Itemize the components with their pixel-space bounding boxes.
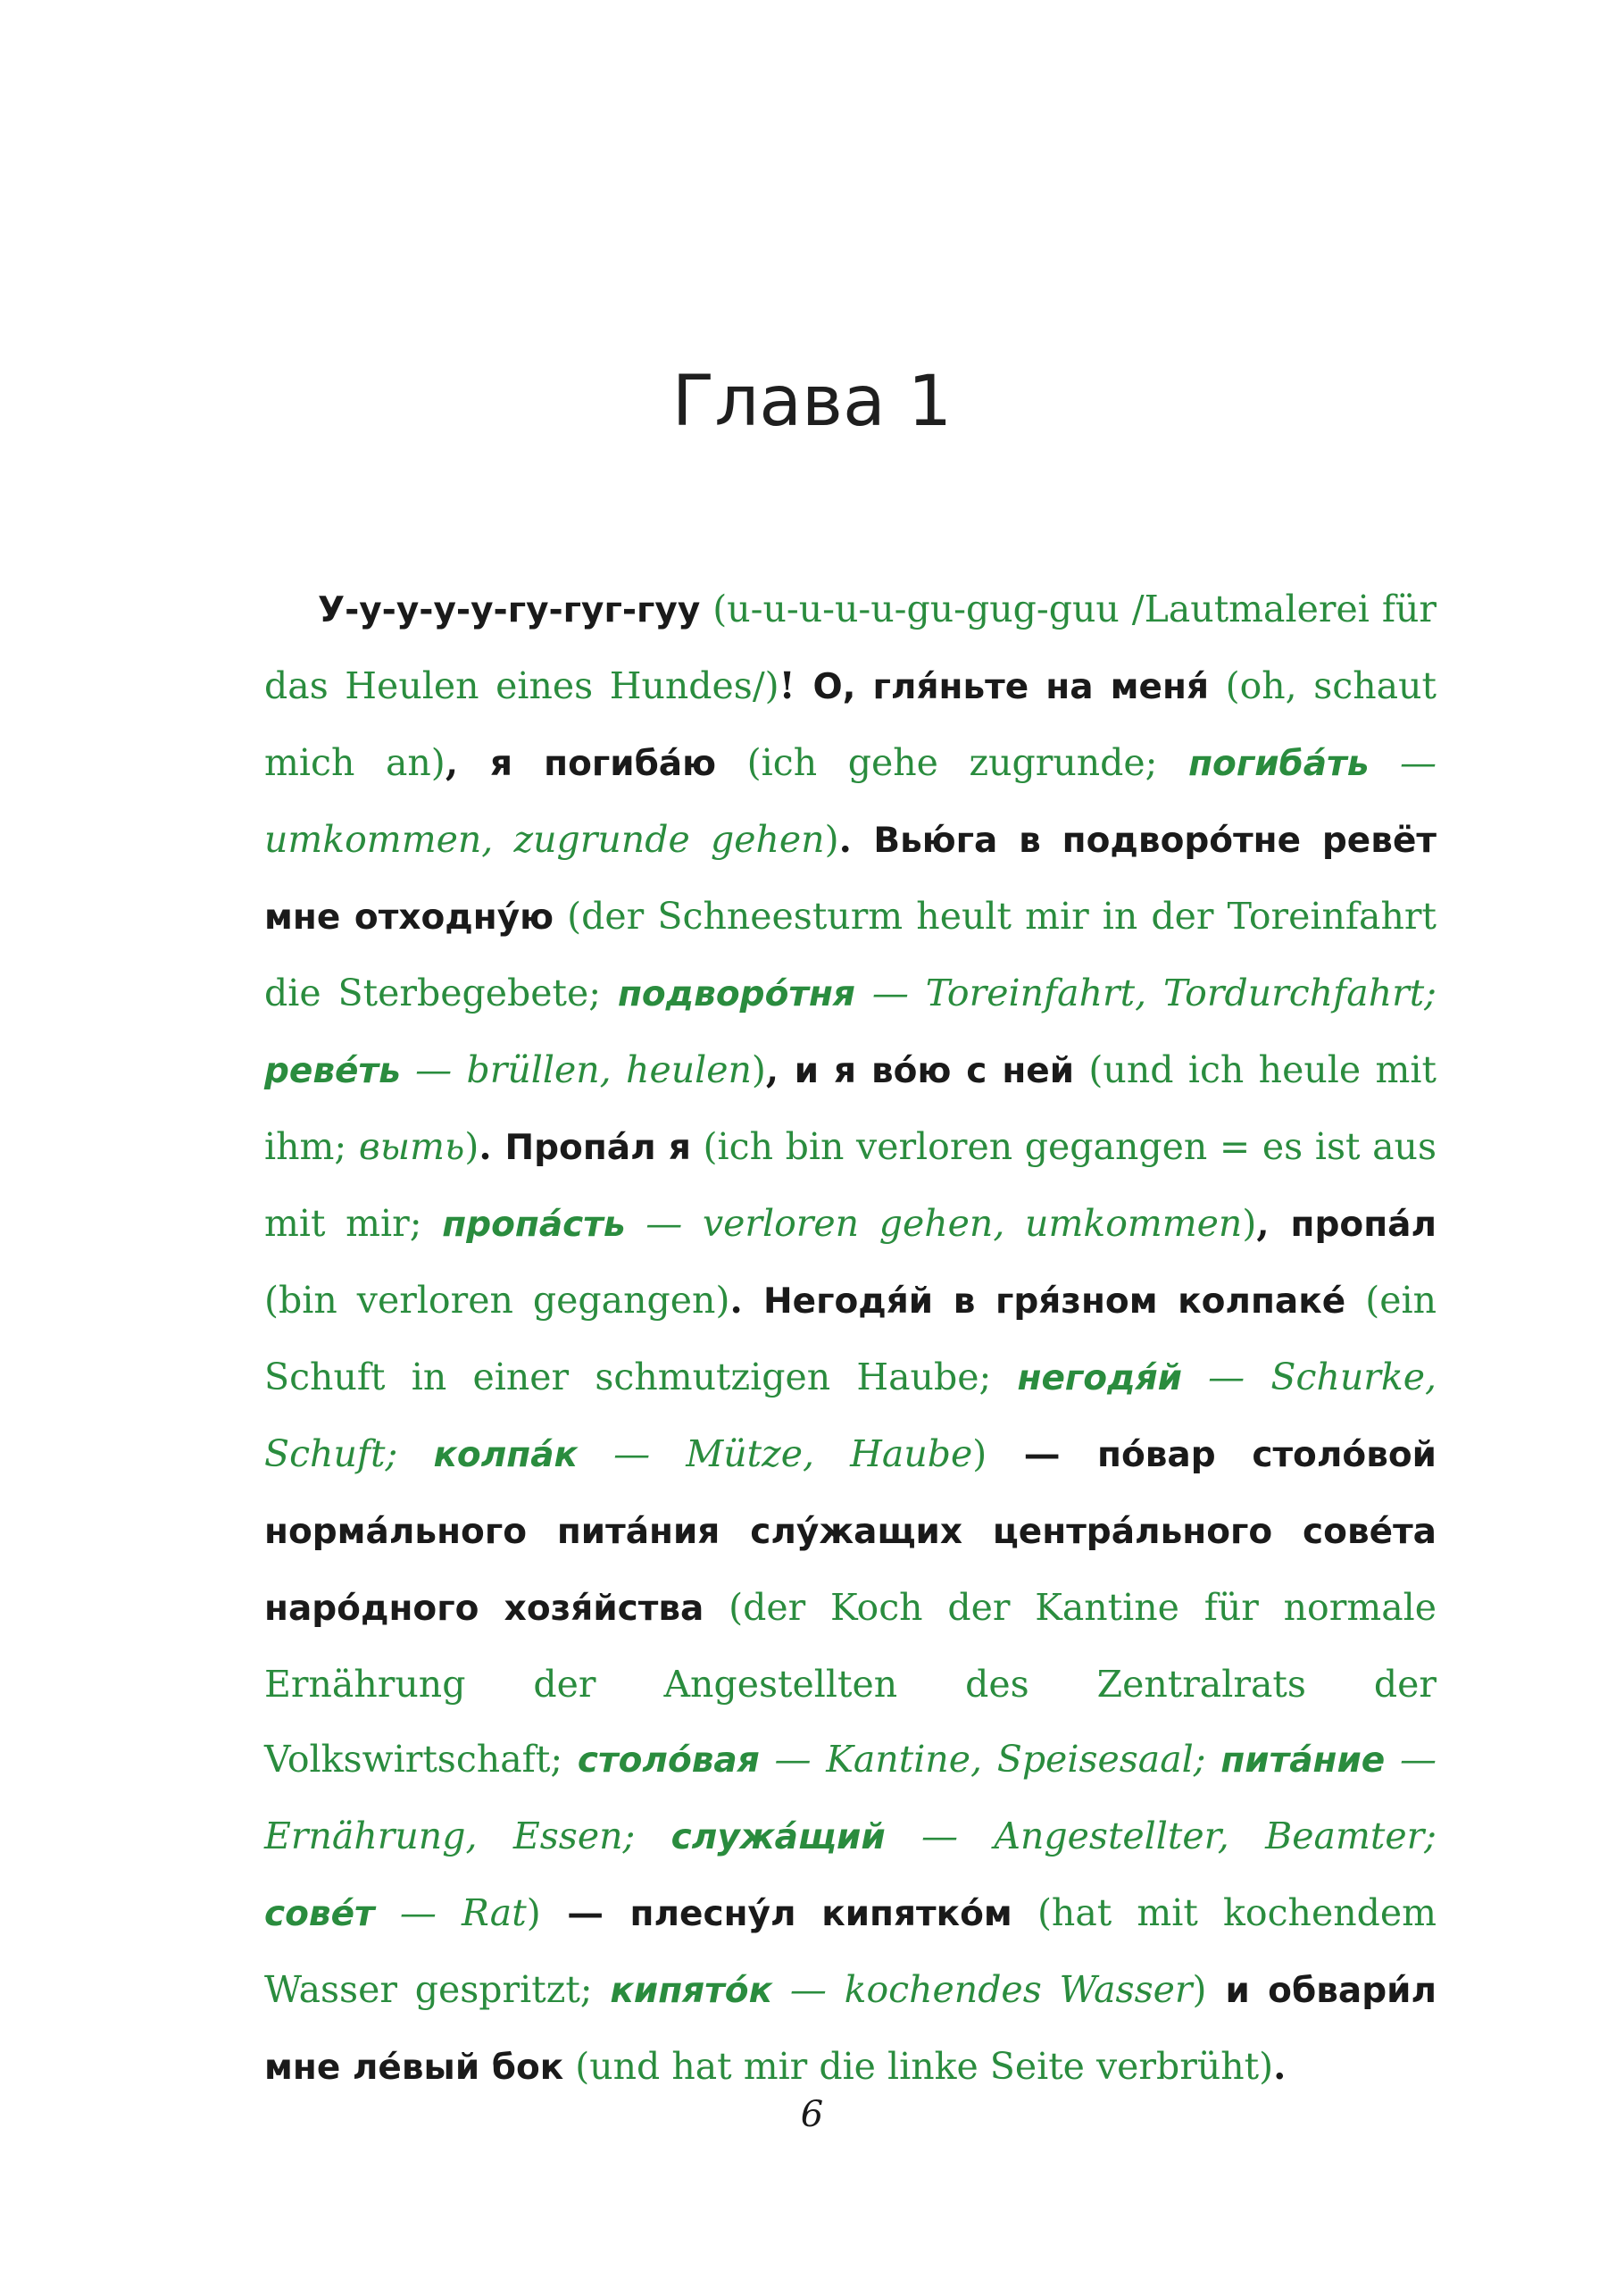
punctuation: .	[479, 1125, 505, 1168]
german-gloss: — verloren gehen, umkommen	[625, 1202, 1243, 1245]
russian-headword: служа́щий	[670, 1817, 886, 1857]
german-translation: (ich gehe zugrunde;	[716, 741, 1189, 784]
german-translation: )	[972, 1432, 987, 1475]
russian-headword: реве́ть	[264, 1051, 401, 1091]
german-gloss: — kochendes Wasser	[772, 1968, 1193, 2011]
russian-headword: пропа́сть	[442, 1205, 626, 1245]
punctuation: ,	[1256, 1202, 1291, 1245]
german-translation: (u-u-u-u-u-gu-gug-guu /Lautmalerei für das Heulen eines Hundes/)	[264, 588, 1437, 707]
german-translation: (der Schneesturm heult mir in der Toreinfahrt die Sterbegebete;	[264, 895, 1437, 1014]
german-translation: (hat mit kochendem Wasser gespritzt;	[264, 1891, 1437, 2011]
german-translation: )	[1192, 1968, 1207, 2011]
punctuation: —	[987, 1432, 1097, 1475]
german-translation: (ein Schuft in einer schmutzigen Haube;	[264, 1279, 1437, 1398]
punctuation: !	[779, 664, 813, 707]
german-gloss: — Angestellter, Beamter;	[885, 1815, 1437, 1857]
punctuation: .	[1273, 2045, 1287, 2088]
punctuation	[1207, 1968, 1226, 2011]
german-translation: (oh, schaut mich an)	[264, 664, 1437, 784]
german-translation: (und hat mir die linke Seite verbrüht)	[563, 2045, 1274, 2088]
german-translation: )	[526, 1891, 541, 1934]
russian-phrase: У-у-у-у-у-гу-гуг-гуу	[318, 590, 701, 630]
german-gloss: — umkommen, zugrunde gehen	[264, 741, 1437, 861]
russian-phrase: по́вар столо́вой норма́льного пита́ния слу́жащих центра́льного сове́та наро́дного хозя́йства	[264, 1435, 1437, 1629]
russian-phrase: и я во́ю с ней	[794, 1051, 1075, 1091]
russian-headword: колпа́к	[433, 1435, 579, 1475]
german-gloss: — Toreinfahrt, Tordurchfahrt;	[854, 972, 1437, 1014]
german-translation: )	[751, 1048, 766, 1091]
german-translation: )	[1242, 1202, 1257, 1245]
german-translation: (bin verloren gegangen)	[264, 1279, 730, 1322]
punctuation: .	[838, 818, 874, 861]
russian-headword: подворо́тня	[617, 974, 855, 1014]
german-gloss: выть	[358, 1125, 465, 1168]
german-translation: (ich bin verloren gegangen = es ist aus mit mir;	[264, 1125, 1437, 1245]
russian-phrase: Негодя́й в гря́зном колпаке́	[763, 1281, 1346, 1322]
russian-phrase: и обвари́л мне ле́вый бок	[264, 1971, 1437, 2088]
punctuation: ,	[765, 1048, 795, 1091]
russian-headword: столо́вая	[577, 1740, 760, 1781]
german-gloss: — Kantine, Speisesaal;	[759, 1738, 1221, 1781]
russian-phrase: Пропа́л я	[504, 1128, 691, 1168]
german-translation: (der Koch der Kantine für normale Ernährung der Angestellten des Zentralrats der Volkswirtschaft;	[264, 1586, 1437, 1781]
chapter-body-paragraph	[264, 572, 1437, 2106]
russian-headword: погиба́ть	[1188, 744, 1370, 784]
punctuation: ,	[445, 741, 490, 784]
russian-phrase: я погиба́ю	[489, 744, 717, 784]
page-number: 6	[800, 2094, 824, 2135]
german-gloss: — brüllen, heulen	[400, 1048, 752, 1091]
german-translation: (und ich heule mit ihm;	[264, 1048, 1437, 1168]
russian-phrase: Вью́га в подворо́тне ревёт мне отходну́ю	[264, 821, 1437, 938]
german-gloss: — Schurke, Schuft;	[264, 1356, 1437, 1475]
german-gloss: — Rat	[374, 1891, 527, 1934]
german-gloss: — Mütze, Haube	[578, 1432, 973, 1475]
german-gloss: — Ernährung, Essen;	[264, 1738, 1437, 1857]
punctuation: .	[729, 1279, 763, 1322]
russian-phrase: пропа́л	[1290, 1205, 1437, 1245]
punctuation: —	[540, 1891, 630, 1934]
russian-headword: негодя́й	[1017, 1358, 1182, 1398]
russian-headword: пита́ние	[1220, 1740, 1386, 1781]
russian-headword: кипято́к	[610, 1971, 773, 2011]
chapter-title: Глава 1	[671, 362, 953, 442]
russian-phrase: О, гля́ньте на меня́	[812, 667, 1209, 707]
german-translation: )	[464, 1125, 479, 1168]
russian-phrase: плесну́л кипятко́м	[629, 1894, 1012, 1934]
russian-headword: сове́т	[264, 1894, 375, 1934]
german-translation: )	[824, 818, 839, 861]
